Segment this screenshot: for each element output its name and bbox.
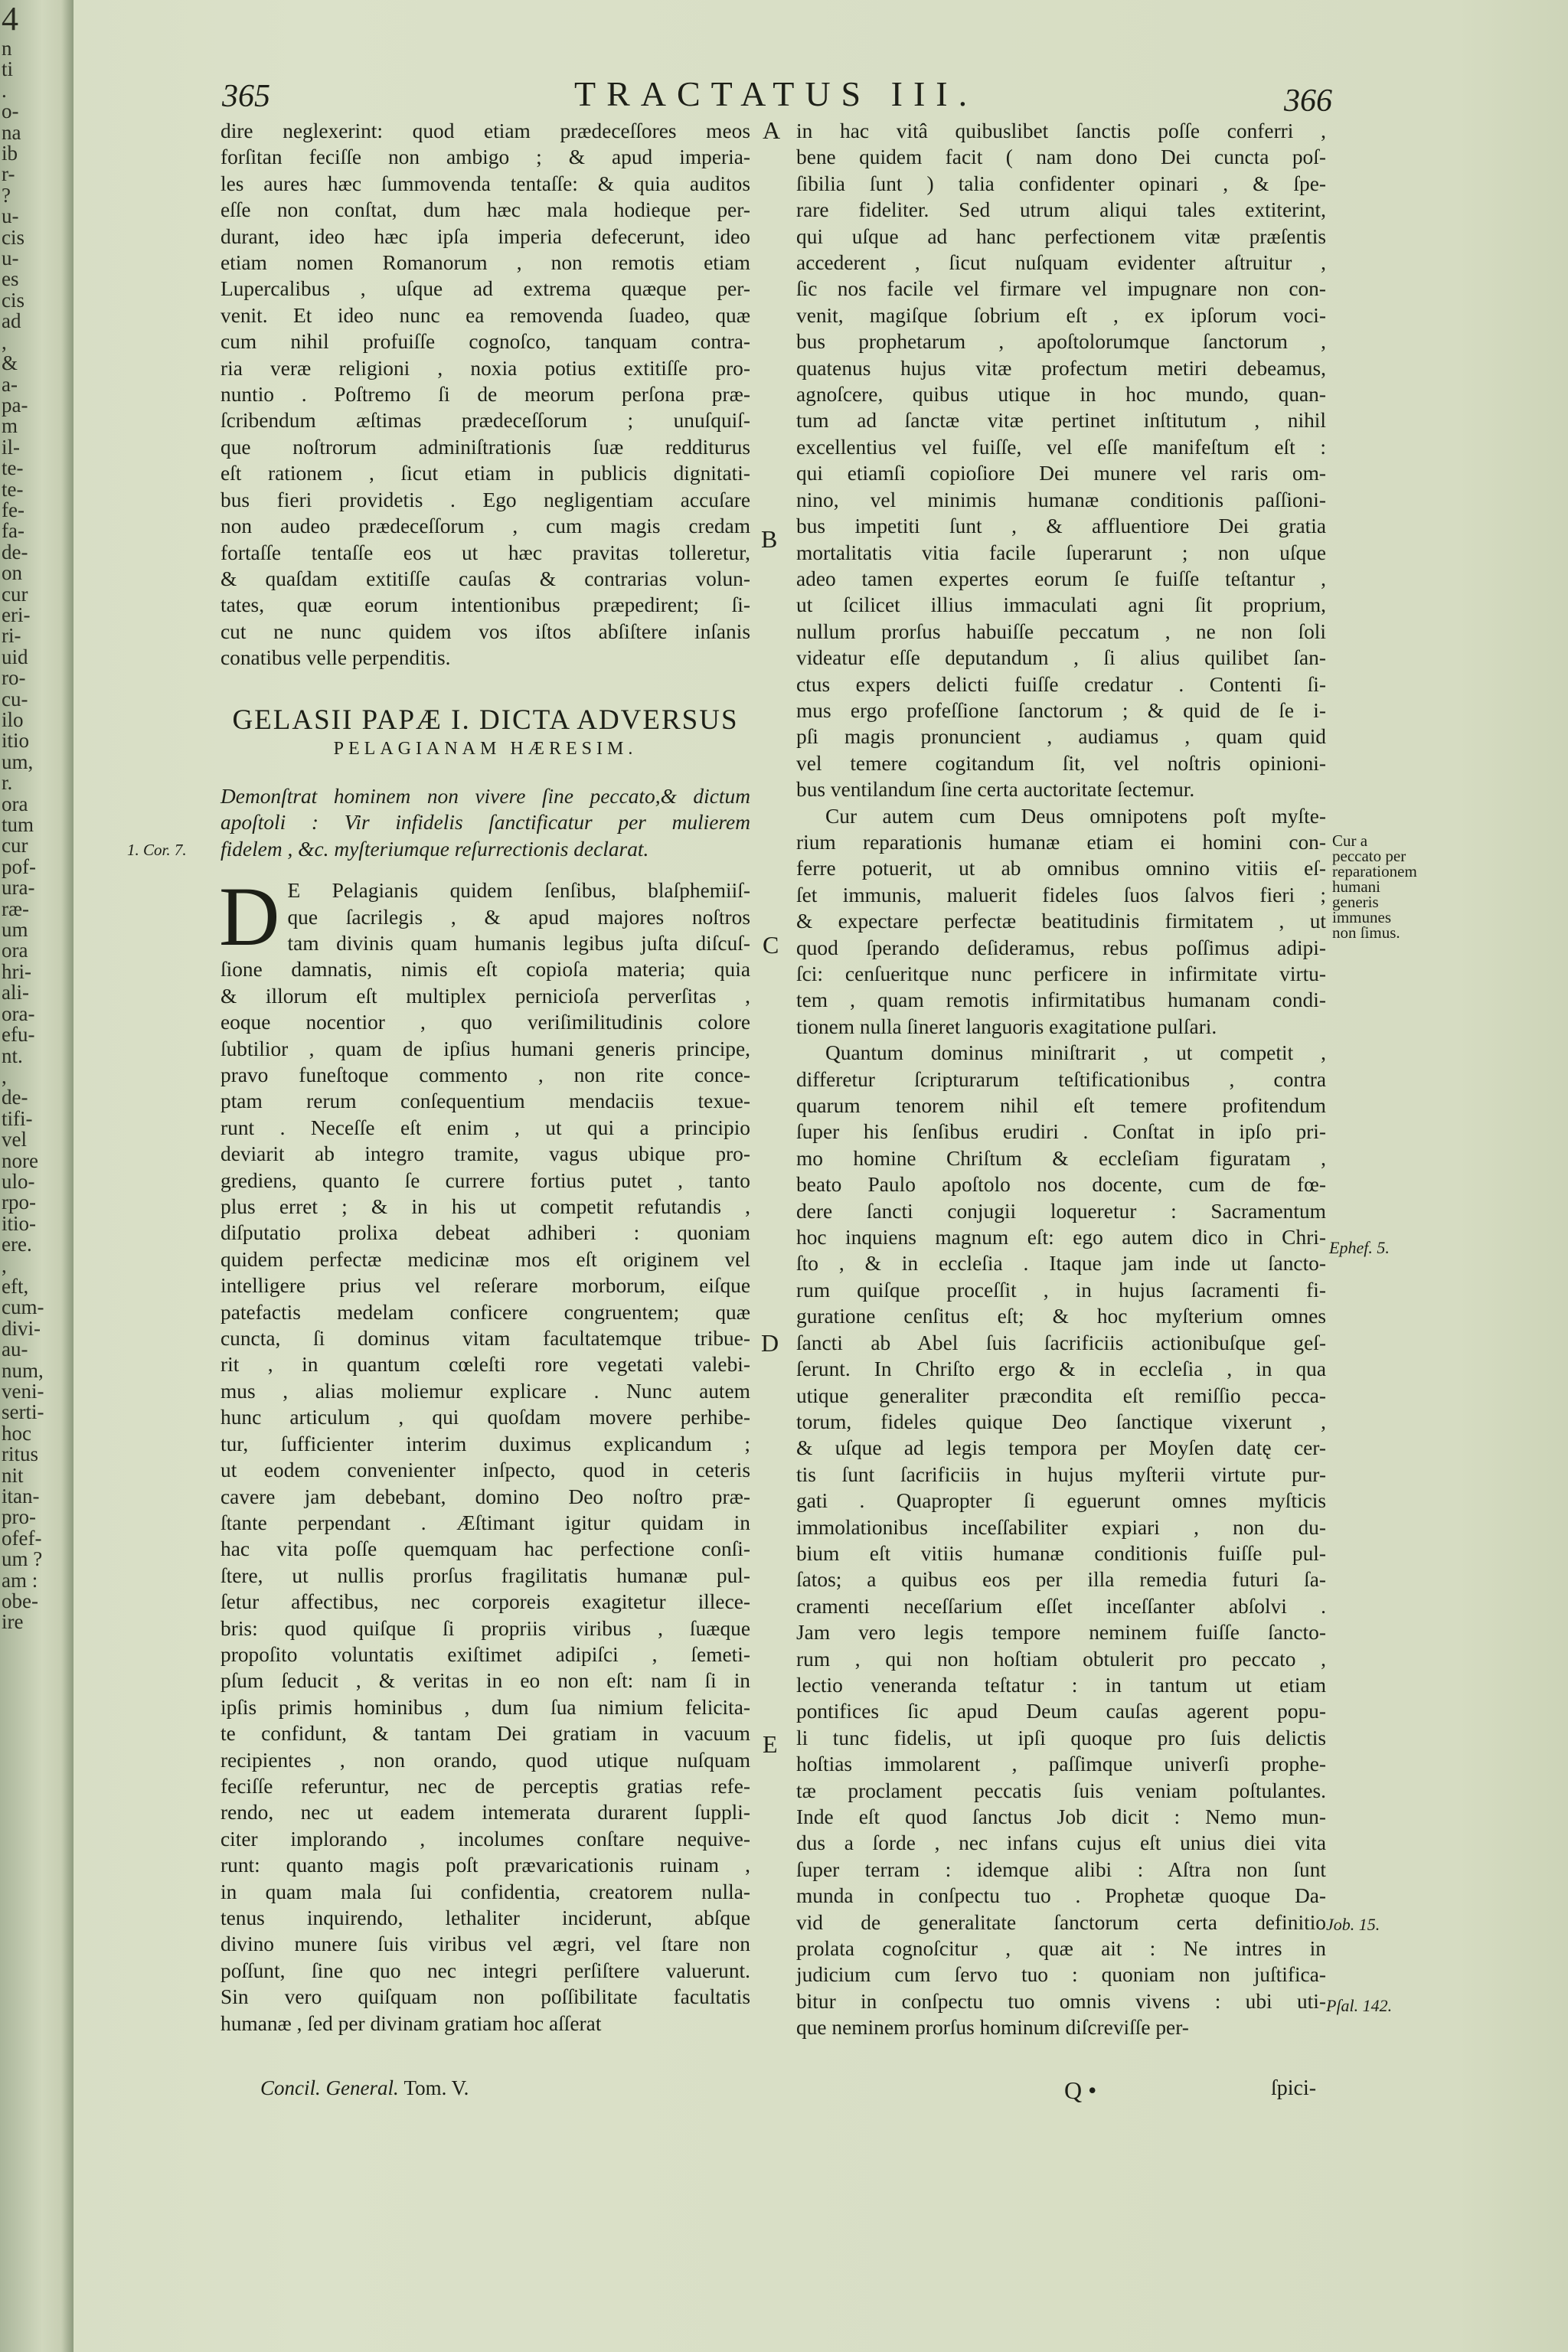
gutter-fragment: ? bbox=[2, 183, 11, 207]
text-line: tenus inquirendo, lethaliter inciderunt, abſque bbox=[220, 1906, 750, 1929]
gutter-fragment: pa- bbox=[2, 393, 28, 416]
text-line: & quaſdam extitiſſe cauſas & contrarias volun- bbox=[220, 567, 750, 590]
text-line: ut ſcilicet illius immaculati agni ſit proprium, bbox=[796, 593, 1326, 617]
gutter-fragment: n bbox=[2, 37, 12, 60]
text-line: pſi magis pronuncient , audiamus , quam quid bbox=[796, 725, 1326, 749]
text-line: vel temere cogitandum ſit, vel noſtris opinioni- bbox=[796, 751, 1326, 775]
text-line: runt . Neceſſe eſt enim , ut qui a principio bbox=[220, 1116, 750, 1139]
gutter-fragment: on bbox=[2, 561, 22, 585]
left-column bbox=[220, 118, 750, 2037]
section-letter-b: B bbox=[761, 525, 778, 553]
text-line: pravo funeſtoque commento , non rite conce- bbox=[220, 1063, 750, 1086]
gutter-fragment: . bbox=[2, 78, 7, 102]
gutter-fragment: il- bbox=[2, 435, 20, 459]
gutter-fragment: num, bbox=[2, 1358, 44, 1382]
margin-note-corinthians: 1. Cor. 7. bbox=[127, 841, 187, 859]
gutter-fragment: tum bbox=[2, 813, 34, 837]
text-line: in quam mala ſui confidentia, creatorem nulla- bbox=[220, 1880, 750, 1903]
text-line: ſatos; a quibus eos per illa remedia futuri ſa- bbox=[796, 1568, 1326, 1592]
text-line: feciſſe referuntur, nec de perceptis gratias refe- bbox=[220, 1774, 750, 1798]
text-line: bus prophetarum , apoſtolorumque ſanctorum , bbox=[796, 330, 1326, 354]
text-line: gati . Quapropter ſi eguerunt omnes myſticis bbox=[796, 1489, 1326, 1513]
text-line: cuncta, ſi dominus vitam facultatemque tribue- bbox=[220, 1327, 750, 1351]
text-line: & uſque ad legis tempora per Moyſen datę cer- bbox=[796, 1436, 1326, 1460]
text-line: grediens, quanto ſe currere fortius putet , tanto bbox=[220, 1168, 750, 1192]
gutter-fragment: ura- bbox=[2, 876, 35, 900]
text-line: li tunc fidelis, ut ipſi quoque pro ſuis delictis bbox=[796, 1726, 1326, 1749]
text-line: ſci: cenſueritque nunc perficere in infirmitate virtu- bbox=[796, 962, 1326, 985]
text-line: Lupercalibus , uſque ad extrema quæque per- bbox=[220, 277, 750, 301]
text-line: ſto , & in eccleſia . Itaque jam inde ut ſancto- bbox=[796, 1252, 1326, 1276]
gutter-fragment: cu- bbox=[2, 687, 28, 710]
gutter-fragment: efu- bbox=[2, 1023, 35, 1047]
gutter-fragment: , bbox=[2, 1064, 7, 1088]
text-line: tionem nulla ſineret languoris exagitatione pulſari. bbox=[796, 1014, 1217, 1038]
text-line: eoque nocentior , quo veriſimilitudinis colore bbox=[220, 1011, 750, 1034]
gutter-fragment: nit bbox=[2, 1463, 24, 1487]
text-line: ſetur affectibus, nec corporeis exagitetur illece- bbox=[220, 1590, 750, 1614]
text-line: ſtere, ut nullis prorſus fragilitatis humanæ pul- bbox=[220, 1563, 750, 1587]
text-line: rium reparationis humanæ etiam ei homini con- bbox=[796, 830, 1326, 854]
text-line: tates, quæ eorum intentionibus præpedirent; ſi- bbox=[220, 593, 750, 617]
gutter-fragment: ora bbox=[2, 939, 28, 962]
text-line: ipſis primis hominibus , dum ſua nimium felicita- bbox=[220, 1695, 750, 1719]
text-line: pſum ſeducit , & veritas in eo non eſt: nam ſi in bbox=[220, 1669, 750, 1693]
text-line: venit, magiſque ſobrium eſt , ex ipſorum voci- bbox=[796, 303, 1326, 327]
footer-volume: Tom. V. bbox=[403, 2076, 469, 2099]
text-line: non audeo prædeceſſorum , cum magis credam bbox=[220, 514, 750, 538]
text-line: Cur autem cum Deus omnipotens poſt myſte- bbox=[825, 804, 1326, 828]
text-line: hoſtias immolarent , paſſimque univerſi prophe- bbox=[796, 1753, 1326, 1776]
text-line: les aures hæc ſummovenda tentaſſe: & quia auditos bbox=[220, 172, 750, 195]
text-line: recipientes , non orando, quod utique nuſquam bbox=[220, 1748, 750, 1772]
text-line: runt: quanto magis poſt prævaricationis ruinam , bbox=[220, 1854, 750, 1877]
page-number-left: 365 bbox=[222, 79, 270, 114]
text-line: cum nihil profuiſſe cognoſco, tanquam contra- bbox=[220, 330, 750, 354]
previous-page-gutter bbox=[0, 0, 74, 2352]
catchword: ſpici- bbox=[1271, 2076, 1317, 2100]
text-line: ſuper terram : idemque alibi : Aſtra non ſunt bbox=[796, 1857, 1326, 1881]
gutter-fragment: ti bbox=[2, 57, 14, 81]
text-line: mortalitatis vitia facile ſuperarunt ; non uſque bbox=[796, 541, 1326, 564]
gutter-fragment: r. bbox=[2, 771, 13, 795]
gutter-fragment: obe- bbox=[2, 1589, 38, 1613]
text-line: diſputatio prolixa debeat adhiberi : quoniam bbox=[220, 1221, 750, 1245]
gutter-fragment: na bbox=[2, 120, 21, 144]
gutter-fragment: ora bbox=[2, 792, 28, 815]
text-line: E Pelagianis quidem ſenſibus, blaſphemiiſ- bbox=[287, 879, 750, 903]
gutter-fragment: ulo- bbox=[2, 1169, 35, 1193]
text-line: guratione cenſitus eſt; & hoc myſterium omnes bbox=[796, 1305, 1326, 1328]
gutter-fragment: um, bbox=[2, 750, 34, 773]
text-line: vid de generalitate ſanctorum certa definitio bbox=[796, 1910, 1326, 1934]
gutter-fragments bbox=[2, 0, 47, 2352]
text-line: ſancti ab Abel ſuis ſacrificiis actionibuſque geſ- bbox=[796, 1331, 1326, 1354]
gutter-fragment: rpo- bbox=[2, 1191, 36, 1214]
text-line: hac vita poſſe quemquam hac perfectione conſi- bbox=[220, 1537, 750, 1561]
margin-note-job: Job. 15. bbox=[1326, 1915, 1380, 1934]
text-line: bene quidem facit ( nam dono Dei cuncta poſ- bbox=[796, 145, 1326, 169]
gutter-fragment: itan- bbox=[2, 1485, 40, 1508]
text-line: bium eſt vitiis humanæ conditionis fuiſſe pul- bbox=[796, 1541, 1326, 1565]
text-line: te confidunt, & tantam Dei gratiam in vacuum bbox=[220, 1722, 750, 1746]
gutter-fragment: ræ- bbox=[2, 897, 29, 920]
text-line: qui uſque ad hanc perfectionem vitæ præſentis bbox=[796, 224, 1326, 248]
text-line: rum quiſque proceſſit , in hujus ſacramenti fi- bbox=[796, 1278, 1326, 1302]
text-line: rum , qui non hoſtiam obtulerit pro peccato , bbox=[796, 1647, 1326, 1671]
gutter-fragment: cis bbox=[2, 225, 24, 249]
text-line: venit. Et ideo nunc ea removenda ſuadeo, quæ bbox=[220, 303, 750, 327]
text-line: ſione damnatis, nimis eſt copioſa materia; quia bbox=[220, 958, 750, 982]
gutter-fragment: pro- bbox=[2, 1505, 36, 1529]
text-line: ſerunt. In Chriſto ergo & in eccleſia , in qua bbox=[796, 1357, 1326, 1381]
gutter-fragment: es bbox=[2, 267, 19, 291]
gutter-fragment: hoc bbox=[2, 1421, 31, 1445]
gutter-fragment: , bbox=[2, 330, 7, 354]
text-line: bris: quod quiſque ſi propriis viribus , ſuæque bbox=[220, 1616, 750, 1640]
text-line: tem , quam remotis infirmitatibus humanam condi- bbox=[796, 988, 1326, 1012]
summary-line: apoſtoli : Vir infidelis ſanctificatur per mulierem bbox=[220, 811, 750, 835]
gutter-fragment: vel bbox=[2, 1128, 27, 1152]
text-line: deviarit ab integro tramite, vagus ubique pro- bbox=[220, 1142, 750, 1166]
text-line: pontifices ſic apud Deum cauſas agerent popu- bbox=[796, 1700, 1326, 1723]
summary-line: fidelem , &c. myſteriumque reſurrectionis declarat. bbox=[220, 837, 649, 861]
gutter-fragment: cum- bbox=[2, 1295, 44, 1319]
gutter-fragment: cur bbox=[2, 582, 28, 606]
margin-note-reparation: Cur a peccato per reparationem humani generis immunes non ſimus. bbox=[1332, 831, 1417, 942]
gutter-fragment: de- bbox=[2, 1086, 28, 1109]
text-line: nullum prorſus habuiſſe peccatum , ne non ſoli bbox=[796, 619, 1326, 643]
gutter-fragment: ora- bbox=[2, 1001, 35, 1025]
gutter-fragment: , bbox=[2, 1253, 7, 1277]
text-line: Sin vero quiſquam non poſſibilitate facultatis bbox=[220, 1985, 750, 2009]
text-line: quidem perfectæ medicinæ mos eſt originem vel bbox=[220, 1247, 750, 1271]
gutter-fragment: ritus bbox=[2, 1442, 39, 1466]
gutter-fragment: serti- bbox=[2, 1400, 44, 1424]
gutter-fragment: pof- bbox=[2, 854, 36, 878]
section-subtitle: PELAGIANAM HÆRESIM. bbox=[333, 738, 638, 759]
text-line: in hac vitâ quibuslibet ſanctis poſſe conferri , bbox=[796, 119, 1326, 142]
gutter-fragment: au- bbox=[2, 1338, 28, 1361]
gutter-fragment: 4 bbox=[2, 0, 18, 38]
gutter-fragment: ib bbox=[2, 142, 18, 165]
gutter-fragment: itio bbox=[2, 729, 30, 753]
text-line: immolationibus inceſſabiliter expiari , non du- bbox=[796, 1515, 1326, 1539]
gutter-fragment: te- bbox=[2, 477, 24, 501]
text-line: ſet immunis, maluerit fideles ſuos ſalvos fieri ; bbox=[796, 883, 1326, 906]
gutter-fragment: uid bbox=[2, 645, 28, 668]
gutter-fragment: tifi- bbox=[2, 1106, 33, 1130]
text-line: bitur in conſpectu tuo omnis vivens : ubi uti- bbox=[796, 1989, 1326, 2013]
text-line: lectio veneranda teſtatur : in tantum ut etiam bbox=[796, 1673, 1326, 1697]
gutter-fragment: de- bbox=[2, 540, 28, 564]
text-line: ut eodem convenienter inſpecto, quod in ceteris bbox=[220, 1459, 750, 1482]
gutter-fragment: ri- bbox=[2, 624, 21, 648]
gutter-fragment: m bbox=[2, 414, 18, 438]
right-column-body bbox=[796, 118, 1326, 2041]
text-line: ptam rerum conſequentium mendaciis texue- bbox=[220, 1089, 750, 1113]
text-line: rare fideliter. Sed utrum aliqui tales extiterint, bbox=[796, 198, 1326, 222]
section-letter-a: A bbox=[763, 116, 781, 144]
text-line: accederent , ſicut nuſquam evidenter aſtruitur , bbox=[796, 251, 1326, 275]
text-line: utique generaliter præcondita eſt remiſſio pecca- bbox=[796, 1383, 1326, 1407]
text-line: tur, ſufficienter interim duximus explicandum ; bbox=[220, 1432, 750, 1455]
gutter-fragment: veni- bbox=[2, 1380, 44, 1403]
gutter-fragment: ire bbox=[2, 1610, 24, 1634]
text-line: plus erret ; & in his ut competit refutandis , bbox=[220, 1195, 750, 1219]
text-line: excellentius vel fuiſſe, vel eſſe manifeſtum eſt : bbox=[796, 435, 1326, 459]
text-line: Jam vero legis tempore neminem fuiſſe ſancto- bbox=[796, 1621, 1326, 1645]
gutter-fragment: itio- bbox=[2, 1211, 36, 1235]
gutter-fragment: ilo bbox=[2, 708, 24, 731]
gutter-fragment: fe- bbox=[2, 498, 24, 521]
text-line: ſic nos facile vel firmare vel impugnare non con- bbox=[796, 277, 1326, 301]
gutter-fragment: nore bbox=[2, 1148, 38, 1172]
summary-line: Demonſtrat hominem non vivere ſine peccato,& dictum bbox=[220, 784, 750, 808]
text-line: forſitan feciſſe non ambigo ; & apud imperia- bbox=[220, 145, 750, 169]
text-line: citer implorando , incolumes conſtare nequive- bbox=[220, 1827, 750, 1851]
gutter-fragment: a- bbox=[2, 372, 18, 396]
text-line: mus ergo profeſſione ſanctorum ; & quid de ſe i- bbox=[796, 698, 1326, 722]
text-line: quatenus hujus vitæ profectum metiri debeamus, bbox=[796, 356, 1326, 380]
gutter-fragment: nt. bbox=[2, 1044, 23, 1067]
text-line: fortaſſe tentaſſe eos ut hæc pravitas tolleretur, bbox=[220, 541, 750, 564]
left-column-top-text bbox=[220, 118, 750, 671]
gutter-fragment: cis bbox=[2, 288, 24, 312]
text-line: torum, fideles quique Deo ſanctique vixerunt , bbox=[796, 1410, 1326, 1433]
text-line: munda in conſpectu tuo . Prophetæ quoque Da- bbox=[796, 1884, 1326, 1908]
gutter-fragment: eri- bbox=[2, 603, 31, 626]
text-line: ſcribendum æſtimas prædeceſſorum ; unuſquiſ- bbox=[220, 409, 750, 433]
gutter-fragment: cur bbox=[2, 834, 28, 858]
gutter-fragment: fa- bbox=[2, 519, 24, 543]
text-line: adeo tamen expertes eorum ſe fuiſſe teſtantur , bbox=[796, 567, 1326, 590]
gutter-fragment: u- bbox=[2, 204, 19, 228]
text-line: videatur eſſe deputandum , ſi alius quilibet ſan- bbox=[796, 646, 1326, 670]
text-line: que ſacrilegis , & apud majores noſtros bbox=[287, 905, 750, 929]
text-line: tis ſunt ſacrificiis in hujus myſterii virtute pur- bbox=[796, 1462, 1326, 1486]
section-letter-d: D bbox=[761, 1329, 779, 1357]
text-line: propoſito voluntatis exiſtimet adipiſci , ſemeti- bbox=[220, 1642, 750, 1666]
text-line: beato Paulo apoſtolo nos docente, cum de fœ- bbox=[796, 1173, 1326, 1197]
text-line: ſubtilior , quam de ipſius humani generis principe, bbox=[220, 1037, 750, 1060]
text-line: cavere jam debebant, domino Deo noſtro præ- bbox=[220, 1485, 750, 1508]
text-line: mus , alias moliemur explicare . Nunc autem bbox=[220, 1379, 750, 1403]
text-line: dire neglexerint: quod etiam prædeceſſores meos bbox=[220, 119, 750, 142]
gutter-fragment: hri- bbox=[2, 959, 31, 983]
text-line: poſſunt, ſine quo nec integri perſiſtere valuerunt. bbox=[220, 1958, 750, 1982]
gutter-fragment: te- bbox=[2, 456, 24, 480]
running-title: TRACTATUS III. bbox=[574, 74, 978, 113]
gutter-fragment: um bbox=[2, 918, 28, 942]
text-line: patefactis medelam conficere congruentem; quæ bbox=[220, 1300, 750, 1324]
text-line: Inde eſt quod ſanctus Job dicit : Nemo mun- bbox=[796, 1805, 1326, 1828]
margin-note-psalm: Pſal. 142. bbox=[1326, 1996, 1393, 2015]
text-line: cramenti neceſſarium eſſet inceſſanter abſolvi . bbox=[796, 1594, 1326, 1618]
text-line: rendo, nec ut eadem intemerata durarent ſuppli- bbox=[220, 1801, 750, 1824]
text-line: intelligere prius vel reſerare morborum, eiſque bbox=[220, 1274, 750, 1298]
text-line: que noſtrorum adminiſtrationis ſuæ redditurus bbox=[220, 435, 750, 459]
section-letter-c: C bbox=[763, 931, 779, 959]
section-letter-e: E bbox=[763, 1730, 778, 1758]
page-number-right: 366 bbox=[1284, 83, 1332, 119]
text-line: dere ſancti conjugii loqueretur : Sacramentum bbox=[796, 1199, 1326, 1223]
text-line: ſtante perpendant . Æſtimant igitur quidam in bbox=[220, 1511, 750, 1534]
text-line: ſuper his ſenſibus erudiri . Conſtat in ipſo pri- bbox=[796, 1120, 1326, 1144]
text-line: prolata cognoſcitur , quæ ait : Ne intres in bbox=[796, 1937, 1326, 1961]
footer-council-title: Concil. General. bbox=[260, 2076, 399, 2099]
section-title: GELASII PAPÆ I. DICTA ADVERSUS bbox=[232, 704, 739, 736]
text-line: judicium cum ſervo tuo : quoniam non juſtifica- bbox=[796, 1963, 1326, 1987]
gutter-fragment: ali- bbox=[2, 981, 29, 1004]
text-line: tam divinis quam humanis legibus juſta diſcuſ- bbox=[287, 931, 750, 955]
text-line: bus impetiti ſunt , & affluentiore Dei gratia bbox=[796, 514, 1326, 538]
margin-note-ephesians: Ephef. 5. bbox=[1329, 1238, 1390, 1257]
text-line: hunc articulum , qui quoſdam movere perhibe- bbox=[220, 1406, 750, 1429]
text-line: qui etiamſi copioſiore Dei munere vel raris om- bbox=[796, 462, 1326, 485]
text-line: ria veræ religioni , noxia potius extitiſſe pro- bbox=[220, 356, 750, 380]
text-line: ctus expers delicti fuiſſe credatur . Contenti ſi- bbox=[796, 672, 1326, 696]
text-line: eſt rationem , ſicut etiam in publicis dignitati- bbox=[220, 462, 750, 485]
gutter-fragment: ofef- bbox=[2, 1526, 42, 1550]
signature-mark: Q • bbox=[1064, 2076, 1097, 2104]
text-line: rit , in quantum cœleſti rore vegetati valebi- bbox=[220, 1353, 750, 1377]
text-line: nino, vel minimis humanæ conditionis paſſioni- bbox=[796, 488, 1326, 511]
gutter-fragment: & bbox=[2, 351, 18, 375]
gutter-fragment: um ? bbox=[2, 1547, 43, 1571]
gutter-fragment: divi- bbox=[2, 1316, 41, 1340]
right-column bbox=[796, 118, 1326, 2041]
text-line: differetur ſcripturarum teſtificationibus , contra bbox=[796, 1067, 1326, 1091]
gutter-fragment: am : bbox=[2, 1568, 38, 1592]
text-line: bus ventilandum ſine certa auctoritate ſectemur. bbox=[796, 778, 1195, 802]
text-line: nuntio . Poſtremo ſi de meorum perſona præ- bbox=[220, 383, 750, 407]
text-line: quod ſperando deſideramus, rebus poſſimus adipi- bbox=[796, 936, 1326, 959]
text-line: agnoſcere, quibus utique in hoc mundo, quan- bbox=[796, 383, 1326, 407]
gutter-fragment: o- bbox=[2, 100, 19, 123]
section-summary bbox=[220, 783, 750, 862]
text-line: & illorum eſt multiplex pernicioſa perverſitas , bbox=[220, 984, 750, 1008]
text-line: Quantum dominus miniſtrarit , ut competit , bbox=[825, 1041, 1326, 1065]
gutter-fragment: u- bbox=[2, 247, 19, 270]
text-line: que neminem prorſus hominum diſcreviſſe per- bbox=[796, 2016, 1189, 2040]
text-line: dus a ſorde , nec infans cujus eſt unius diei vita bbox=[796, 1831, 1326, 1855]
text-line: quarum tenorem nihil eſt temere profitendum bbox=[796, 1094, 1326, 1118]
gutter-fragment: ad bbox=[2, 309, 21, 333]
text-line: conatibus velle perpenditis. bbox=[220, 646, 451, 670]
text-line: & expectare perfectæ beatitudinis firmitatem , ut bbox=[796, 910, 1326, 933]
drop-cap: D bbox=[219, 870, 280, 964]
running-header bbox=[222, 74, 1332, 119]
text-line: hoc inquiens magnum eſt: ego autem dico in Chri- bbox=[796, 1226, 1326, 1250]
footer-council-reference bbox=[260, 2076, 469, 2100]
text-line: tum ad ſanctæ vitæ pertinet inſtitutum , nihil bbox=[796, 409, 1326, 433]
text-line: mo homine Chriſtum & eccleſiam figuratam , bbox=[796, 1146, 1326, 1170]
text-line: etiam nomen Romanorum , non remotis etiam bbox=[220, 251, 750, 275]
text-line: durant, ideo hæc ipſa imperia defecerunt, ideo bbox=[220, 224, 750, 248]
gutter-fragment: eft, bbox=[2, 1274, 29, 1298]
text-line: humanæ , ſed per divinam gratiam hoc aſſerat bbox=[220, 2011, 602, 2035]
text-line: divino munere ſuis viribus vel ægri, vel ſtare non bbox=[220, 1932, 750, 1956]
gutter-fragment: ro- bbox=[2, 666, 26, 690]
gutter-fragment: r- bbox=[2, 162, 15, 186]
text-line: bus fieri providetis . Ego negligentiam accuſare bbox=[220, 488, 750, 511]
text-line: tæ proclament peccatis ſuis veniam poſtulantes. bbox=[796, 1779, 1326, 1802]
text-line: cut ne nunc quidem vos iſtos abſiſtere inſanis bbox=[220, 619, 750, 643]
text-line: ſibilia ſunt ) talia confidenter opinari , & ſpe- bbox=[796, 172, 1326, 195]
text-line: ferre potuerit, ut ab omnibus omnino vitiis eſ- bbox=[796, 857, 1326, 880]
text-line: eſſe non conſtat, dum hæc mala hodieque per- bbox=[220, 198, 750, 222]
left-column-body bbox=[219, 870, 750, 2037]
gutter-fragment: ere. bbox=[2, 1233, 32, 1256]
